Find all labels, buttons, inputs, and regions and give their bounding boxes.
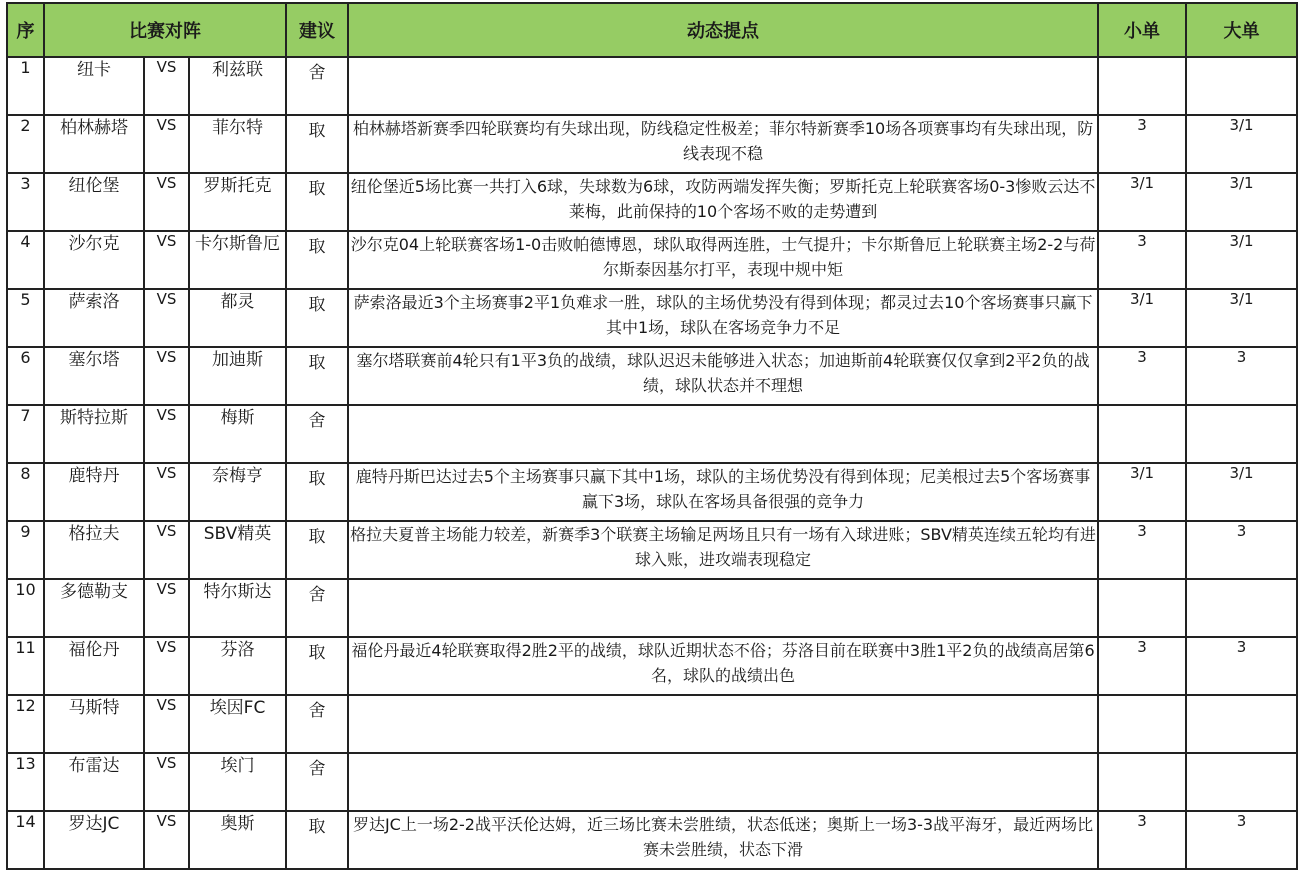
away-team: 埃因FC	[189, 695, 286, 753]
advice-cell: 取	[286, 231, 348, 289]
away-team: 罗斯托克	[189, 173, 286, 231]
home-team: 马斯特	[44, 695, 144, 753]
vs-label: VS	[144, 289, 189, 347]
analysis-note	[348, 695, 1098, 753]
row-index: 10	[7, 579, 44, 637]
advice-cell: 取	[286, 173, 348, 231]
vs-label: VS	[144, 57, 189, 115]
table-row	[7, 115, 1297, 173]
vs-label: VS	[144, 347, 189, 405]
table-row	[7, 173, 1297, 231]
analysis-note: 格拉夫夏普主场能力较差，新赛季3个联赛主场输足两场且只有一场有入球进账；SBV精英连续五轮均有进球入账，进攻端表现稳定	[348, 521, 1098, 579]
big-odds: 3/1	[1186, 289, 1297, 347]
home-team: 萨索洛	[44, 289, 144, 347]
row-index: 3	[7, 173, 44, 231]
small-odds	[1098, 405, 1186, 463]
header-big: 大单	[1186, 3, 1297, 57]
advice-cell: 舍	[286, 695, 348, 753]
vs-label: VS	[144, 695, 189, 753]
small-odds	[1098, 57, 1186, 115]
big-odds: 3	[1186, 347, 1297, 405]
header-advice: 建议	[286, 3, 348, 57]
small-odds: 3/1	[1098, 289, 1186, 347]
away-team: 奈梅亨	[189, 463, 286, 521]
row-index: 5	[7, 289, 44, 347]
vs-label: VS	[144, 463, 189, 521]
away-team: 奥斯	[189, 811, 286, 869]
analysis-note	[348, 57, 1098, 115]
table-row	[7, 753, 1297, 811]
advice-cell: 舍	[286, 405, 348, 463]
small-odds: 3/1	[1098, 173, 1186, 231]
away-team: 卡尔斯鲁厄	[189, 231, 286, 289]
advice-cell: 取	[286, 347, 348, 405]
row-index: 13	[7, 753, 44, 811]
row-index: 8	[7, 463, 44, 521]
small-odds	[1098, 753, 1186, 811]
away-team: 菲尔特	[189, 115, 286, 173]
small-odds: 3	[1098, 637, 1186, 695]
small-odds: 3	[1098, 521, 1186, 579]
away-team: 利兹联	[189, 57, 286, 115]
vs-label: VS	[144, 231, 189, 289]
big-odds	[1186, 579, 1297, 637]
advice-cell: 取	[286, 463, 348, 521]
table-row	[7, 347, 1297, 405]
header-row	[7, 3, 1297, 57]
analysis-note	[348, 753, 1098, 811]
match-recommendation-table	[6, 2, 1298, 870]
header-notes: 动态提点	[348, 3, 1098, 57]
big-odds	[1186, 753, 1297, 811]
table-row	[7, 579, 1297, 637]
big-odds	[1186, 695, 1297, 753]
row-index: 7	[7, 405, 44, 463]
away-team: 梅斯	[189, 405, 286, 463]
big-odds: 3	[1186, 521, 1297, 579]
analysis-note: 纽伦堡近5场比赛一共打入6球，失球数为6球，攻防两端发挥失衡；罗斯托克上轮联赛客场0-3惨败云达不莱梅，此前保持的10个客场不败的走势遭到	[348, 173, 1098, 231]
big-odds: 3/1	[1186, 231, 1297, 289]
vs-label: VS	[144, 521, 189, 579]
small-odds: 3	[1098, 115, 1186, 173]
vs-label: VS	[144, 811, 189, 869]
advice-cell: 舍	[286, 753, 348, 811]
away-team: 加迪斯	[189, 347, 286, 405]
table-row	[7, 57, 1297, 115]
advice-cell: 取	[286, 521, 348, 579]
small-odds: 3	[1098, 811, 1186, 869]
small-odds: 3	[1098, 231, 1186, 289]
vs-label: VS	[144, 637, 189, 695]
away-team: 埃门	[189, 753, 286, 811]
big-odds	[1186, 405, 1297, 463]
advice-cell: 取	[286, 811, 348, 869]
table-row	[7, 463, 1297, 521]
home-team: 罗达JC	[44, 811, 144, 869]
big-odds: 3	[1186, 637, 1297, 695]
vs-label: VS	[144, 173, 189, 231]
home-team: 福伦丹	[44, 637, 144, 695]
analysis-note: 沙尔克04上轮联赛客场1-0击败帕德博恩，球队取得两连胜，士气提升；卡尔斯鲁厄上轮联赛主场2-2与荷尔斯泰因基尔打平，表现中规中矩	[348, 231, 1098, 289]
vs-label: VS	[144, 115, 189, 173]
row-index: 4	[7, 231, 44, 289]
advice-cell: 舍	[286, 57, 348, 115]
home-team: 沙尔克	[44, 231, 144, 289]
small-odds: 3/1	[1098, 463, 1186, 521]
table-row	[7, 695, 1297, 753]
row-index: 14	[7, 811, 44, 869]
away-team: SBV精英	[189, 521, 286, 579]
row-index: 1	[7, 57, 44, 115]
home-team: 布雷达	[44, 753, 144, 811]
vs-label: VS	[144, 579, 189, 637]
big-odds: 3/1	[1186, 173, 1297, 231]
table-row	[7, 231, 1297, 289]
header-index: 序	[7, 3, 44, 57]
advice-cell: 取	[286, 289, 348, 347]
advice-cell: 取	[286, 637, 348, 695]
advice-cell: 舍	[286, 579, 348, 637]
advice-cell: 取	[286, 115, 348, 173]
table-row	[7, 289, 1297, 347]
small-odds: 3	[1098, 347, 1186, 405]
analysis-note: 福伦丹最近4轮联赛取得2胜2平的战绩，球队近期状态不俗；芬洛目前在联赛中3胜1平2负的战绩高居第6名，球队的战绩出色	[348, 637, 1098, 695]
table-row	[7, 811, 1297, 869]
analysis-note	[348, 405, 1098, 463]
big-odds: 3/1	[1186, 115, 1297, 173]
row-index: 6	[7, 347, 44, 405]
row-index: 2	[7, 115, 44, 173]
vs-label: VS	[144, 753, 189, 811]
away-team: 芬洛	[189, 637, 286, 695]
vs-label: VS	[144, 405, 189, 463]
small-odds	[1098, 695, 1186, 753]
home-team: 格拉夫	[44, 521, 144, 579]
analysis-note: 鹿特丹斯巴达过去5个主场赛事只赢下其中1场，球队的主场优势没有得到体现；尼美根过去5个客场赛事赢下3场，球队在客场具备很强的竞争力	[348, 463, 1098, 521]
row-index: 11	[7, 637, 44, 695]
table-row	[7, 521, 1297, 579]
analysis-note	[348, 579, 1098, 637]
analysis-note: 柏林赫塔新赛季四轮联赛均有失球出现，防线稳定性极差；菲尔特新赛季10场各项赛事均有失球出现，防线表现不稳	[348, 115, 1098, 173]
home-team: 斯特拉斯	[44, 405, 144, 463]
analysis-note: 塞尔塔联赛前4轮只有1平3负的战绩，球队迟迟未能够进入状态；加迪斯前4轮联赛仅仅拿到2平2负的战绩，球队状态并不理想	[348, 347, 1098, 405]
analysis-note: 萨索洛最近3个主场赛事2平1负难求一胜，球队的主场优势没有得到体现；都灵过去10个客场赛事只赢下其中1场，球队在客场竞争力不足	[348, 289, 1098, 347]
away-team: 都灵	[189, 289, 286, 347]
row-index: 12	[7, 695, 44, 753]
home-team: 纽卡	[44, 57, 144, 115]
header-small: 小单	[1098, 3, 1186, 57]
small-odds	[1098, 579, 1186, 637]
home-team: 柏林赫塔	[44, 115, 144, 173]
row-index: 9	[7, 521, 44, 579]
big-odds: 3	[1186, 811, 1297, 869]
table-row	[7, 637, 1297, 695]
big-odds	[1186, 57, 1297, 115]
home-team: 鹿特丹	[44, 463, 144, 521]
home-team: 塞尔塔	[44, 347, 144, 405]
home-team: 纽伦堡	[44, 173, 144, 231]
home-team: 多德勒支	[44, 579, 144, 637]
analysis-note: 罗达JC上一场2-2战平沃伦达姆，近三场比赛未尝胜绩，状态低迷；奥斯上一场3-3战平海牙，最近两场比赛未尝胜绩，状态下滑	[348, 811, 1098, 869]
big-odds: 3/1	[1186, 463, 1297, 521]
away-team: 特尔斯达	[189, 579, 286, 637]
table-row	[7, 405, 1297, 463]
header-match: 比赛对阵	[44, 3, 286, 57]
